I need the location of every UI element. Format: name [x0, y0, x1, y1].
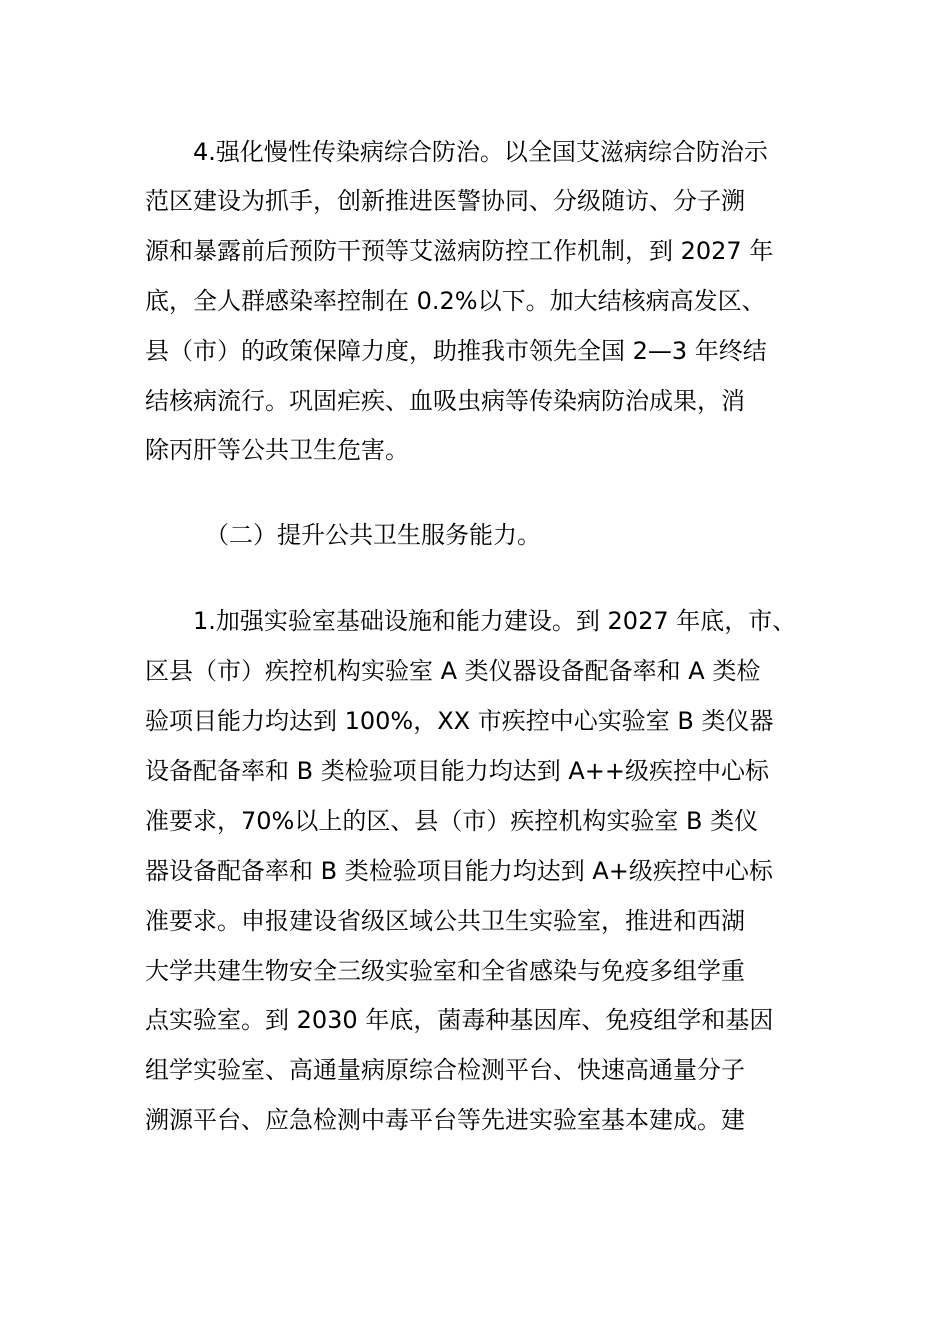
section-heading: （二）提升公共卫生服务能力。: [205, 521, 541, 549]
paragraph-1-line: 准要求。申报建设省级区域公共卫生实验室，推进和西湖: [145, 907, 745, 935]
paragraph-1-line: 验项目能力均达到 100%，XX 市疾控中心实验室 B 类仪器: [145, 707, 774, 735]
paragraph-1-line: 区县（市）疾控机构实验室 A 类仪器设备配备率和 A 类检: [145, 657, 761, 685]
paragraph-4-line: 4.强化慢性传染病综合防治。以全国艾滋病综合防治示: [193, 138, 768, 166]
paragraph-1-line: 点实验室。到 2030 年底，菌毒种基因库、免疫组学和基因: [145, 1006, 774, 1034]
paragraph-4-line: 除丙肝等公共卫生危害。: [145, 436, 409, 464]
paragraph-1-line: 准要求，70%以上的区、县（市）疾控机构实验室 B 类仪: [145, 807, 759, 835]
paragraph-4-line: 范区建设为抓手，创新推进医警协同、分级随访、分子溯: [145, 187, 745, 215]
paragraph-4-line: 源和暴露前后预防干预等艾滋病防控工作机制，到 2027 年: [145, 237, 774, 265]
paragraph-1-line: 大学共建生物安全三级实验室和全省感染与免疫多组学重: [145, 957, 745, 985]
paragraph-4-line: 县（市）的政策保障力度，助推我市领先全国 2—3 年终结: [145, 337, 767, 365]
paragraph-4-line: 底，全人群感染率控制在 0.2%以下。加大结核病高发区、: [145, 287, 766, 315]
paragraph-1-line: 器设备配备率和 B 类检验项目能力均达到 A+级疾控中心标: [145, 857, 773, 885]
paragraph-1-line: 溯源平台、应急检测中毒平台等先进实验室基本建成。建: [145, 1106, 745, 1134]
paragraph-1-line: 设备配备率和 B 类检验项目能力均达到 A++级疾控中心标: [145, 757, 769, 785]
paragraph-4-line: 结核病流行。巩固疟疾、血吸虫病等传染病防治成果，消: [145, 387, 745, 415]
paragraph-1-line: 1.加强实验室基础设施和能力建设。到 2027 年底，市、: [193, 607, 797, 635]
paragraph-1-line: 组学实验室、高通量病原综合检测平台、快速高通量分子: [145, 1056, 745, 1084]
